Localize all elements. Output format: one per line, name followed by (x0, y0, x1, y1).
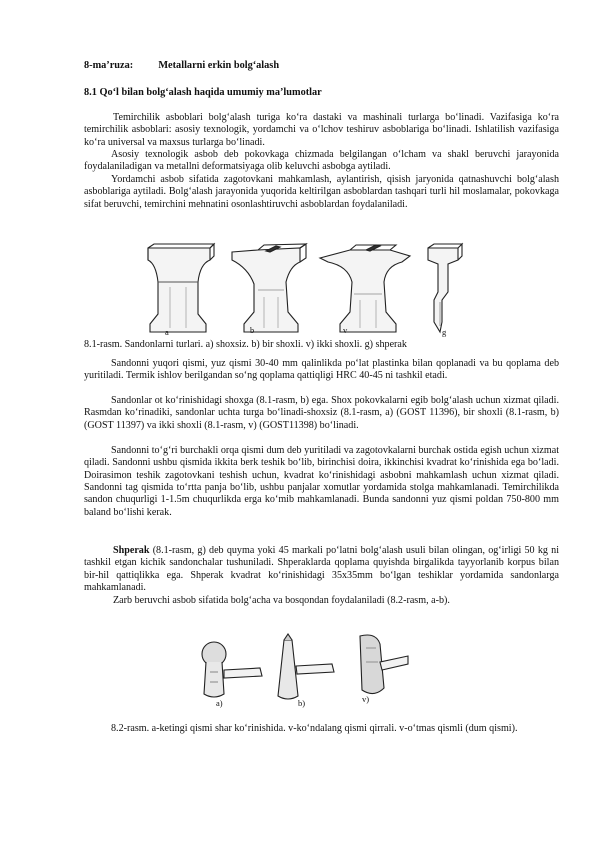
paragraph-6: Sandonni to‘g‘ri burchakli orqa qismi dum deb yuritiladi va zagotovkalarni burchak ostida egish uchun xizmat qiladi. Sandonni ushbu qismida ikkita berk teshik bo‘lib, birinchisi doira, ikkinchisi kvadrat ko‘rinishida ega bo‘ladi. Doirasimon teshik zagotovkani teshish uchun, kvadrat ko‘rinishidagi asbobni mahkamlash uchun xizmat qiladi. Sandonni tag qismida to‘rtta panja bo‘lib, ushbu panjalar xomutlar yordamida stolga mahkamlanadi. Temirchilikda sandon chuqurligi 1-1.5m chuqurlikda erga ko‘mib mahkamlanadi. Bunda sandonni yuz qismi poldan 750-800 mm baland bo‘lishi kerak. (84, 445, 559, 518)
paragraph-2: Asosiy texnologik asbob deb pokovkaga chizmada belgilangan o‘lcham va shakl beruvchi jarayonida foydalaniladigan va metallni deformatsiyaga olib keluvchi asbobga aytiladi. (84, 149, 559, 173)
lecture-title: Metallarni erkin bolg‘alash (158, 60, 280, 71)
paragraph-7-text: (8.1-rasm, g) deb quyma yoki 45 markali po‘latni bolg‘alash usuli bilan olingan, og‘irligi 50 kg ni tashkil etgan kichik sandonchalar tushuniladi. Shperaklarda qoplama quyishda birgalikda tayyorlanib korpus bilan bir-hil qattiqlikka ega. Shperak kvadrat ko‘rinishidagi 35x35mm bo‘lgan teshiklar yordamida sandonlarga mahkamlanadi. (84, 545, 559, 594)
paragraph-4: Sandonni yuqori qismi, yuz qismi 30-40 mm qalinlikda po‘lat plastinka bilan qoplanadi va bu qoplama deb yuritiladi. Termik ishlov berilgandan so‘ng qoplama qattiqligi HRC 40-45 ni tashkil etadi. (84, 358, 559, 382)
figure1-label-b: b (250, 325, 255, 335)
paragraph-5: Sandonlar ot ko‘rinishidagi shoxga (8.1-rasm, b) ega. Shox pokovkalarni egib bolg‘alash uchun xizmat qiladi. Rasmdan ko‘rinadiki, sandonlar uchta turga bo‘linadi-shoxsiz (8.1-rasm, a) (GOST 11396), bir shoxli (8.1-rasm, b) (GOST 11397) va ikki shoxli (8.1-rasm, v) (GOST11398) bo‘linadi. (84, 395, 559, 431)
paragraph-8: Zarb beruvchi asbob sifatida bolg‘acha va bosqondan foydalaniladi (8.2-rasm, a-b). (113, 595, 450, 606)
hammer-dum-drawing (360, 635, 408, 694)
lecture-heading (84, 60, 279, 71)
figure2-caption: 8.2-rasm. a-ketingi qismi shar ko‘rinishida. v-ko‘ndalang qismi qirrali. v-o‘tmas qismli (dum qismi). (111, 723, 518, 734)
figure2-label-v: v) (362, 694, 370, 704)
hammer-qirrali-drawing (278, 634, 334, 699)
figure1-caption: 8.1-rasm. Sandonlarni turlari. a) shoxsiz. b) bir shoxli. v) ikki shoxli. g) shperak (84, 339, 407, 350)
paragraph-3: Yordamchi asbob sifatida zagotovkani mahkamlash, aylantirish, qisish jaryonida qatnashuvchi bolg‘alash asboblariga aytiladi. Bolg‘alash jarayonida yuqorida keltirilgan asboblardan tashqari turli hil moslamalar, pokovkaga sifat beruvchi, temirchini mehnatini osonlashtiruvchi asboblardan foydalaniladi. (84, 174, 559, 210)
paragraph-1: Temirchilik asboblari bolg‘alash turiga ko‘ra dastaki va mashinali turlarga bo‘linadi. Vazifasiga ko‘ra temirchilik asboblari: asosiy texnologik, yordamchi va o‘lchov teshiruv asboblariga bo‘linadi. Ishlatilish vazifasiga ko‘ra universal va maxsus turlarga bo‘linadi. (84, 112, 559, 148)
figure1-label-g: g (442, 327, 447, 337)
lecture-number: 8-ma’ruza: (84, 60, 134, 71)
paragraph-7 (84, 545, 559, 594)
figure2-label-a: a) (216, 698, 223, 708)
section-heading: 8.1 Qo‘l bilan bolg‘alash haqida umumiy ma’lumotlar (84, 87, 322, 98)
figure2-label-b: b) (298, 698, 306, 708)
anvil-shoxsiz-drawing (148, 244, 214, 332)
figure-hammers (180, 632, 410, 710)
shperak-keyword: Shperak (113, 545, 150, 556)
hammer-shar-drawing (202, 642, 262, 697)
figure1-label-v: v (343, 325, 348, 335)
figure1-label-a: a (165, 327, 169, 337)
anvil-ikki-shoxli-drawing (320, 245, 410, 332)
shperak-drawing (428, 244, 462, 332)
figure-anvils (140, 242, 470, 347)
anvil-bir-shoxli-drawing (232, 244, 306, 332)
